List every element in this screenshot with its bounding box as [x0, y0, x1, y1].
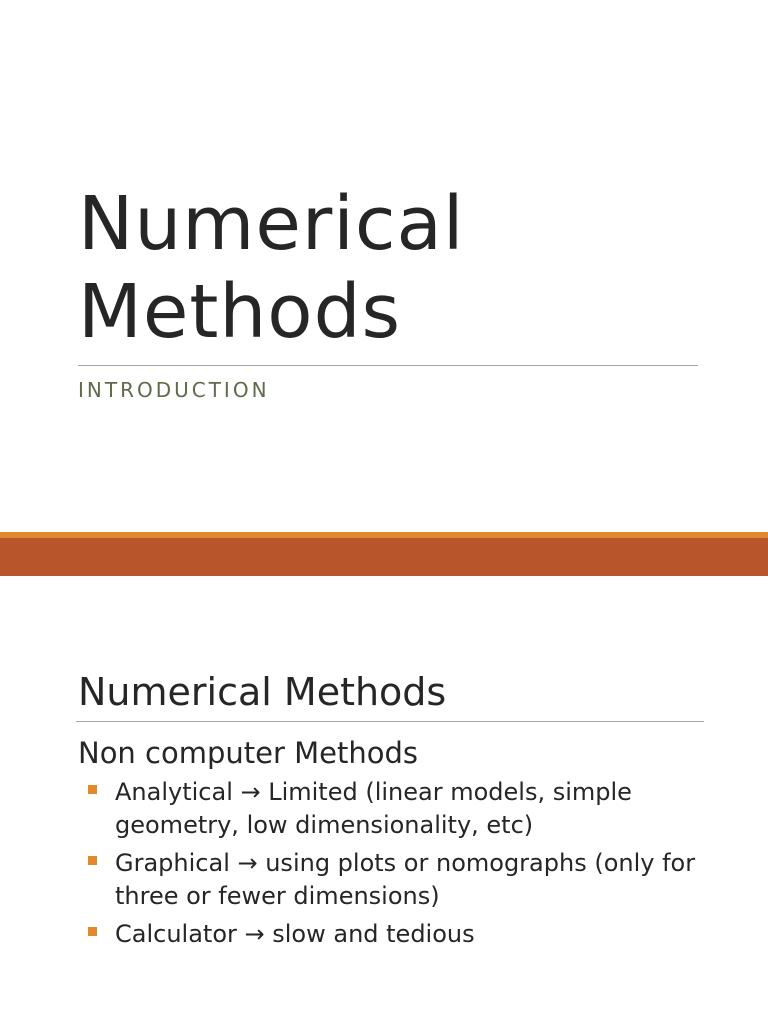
- slide-title: [78, 180, 698, 356]
- content-slide-title: Numerical Methods: [78, 670, 447, 714]
- title-divider: [78, 365, 698, 366]
- section-heading: Non computer Methods: [78, 736, 418, 770]
- slide-subtitle: INTRODUCTION: [78, 378, 270, 402]
- square-bullet-icon: [88, 785, 97, 794]
- content-slide: [0, 576, 768, 1024]
- list-item-text: Analytical → Limited (linear models, simple geometry, low dimensionality, etc): [115, 778, 632, 839]
- list-item-text: Graphical → using plots or nomographs (only for three or fewer dimensions): [115, 849, 696, 910]
- bullet-list: [88, 776, 708, 956]
- square-bullet-icon: [88, 927, 97, 936]
- content-title-divider: [76, 721, 704, 722]
- list-item: [88, 918, 708, 951]
- square-bullet-icon: [88, 856, 97, 865]
- separator-rust-band: [0, 538, 768, 576]
- list-item: [88, 776, 708, 842]
- list-item-text: Calculator → slow and tedious: [115, 920, 475, 948]
- slide-title-line-1: Numerical: [78, 181, 465, 267]
- slide-separator-band: [0, 532, 768, 576]
- list-item: [88, 847, 708, 913]
- slide-title-line-2: Methods: [78, 269, 402, 355]
